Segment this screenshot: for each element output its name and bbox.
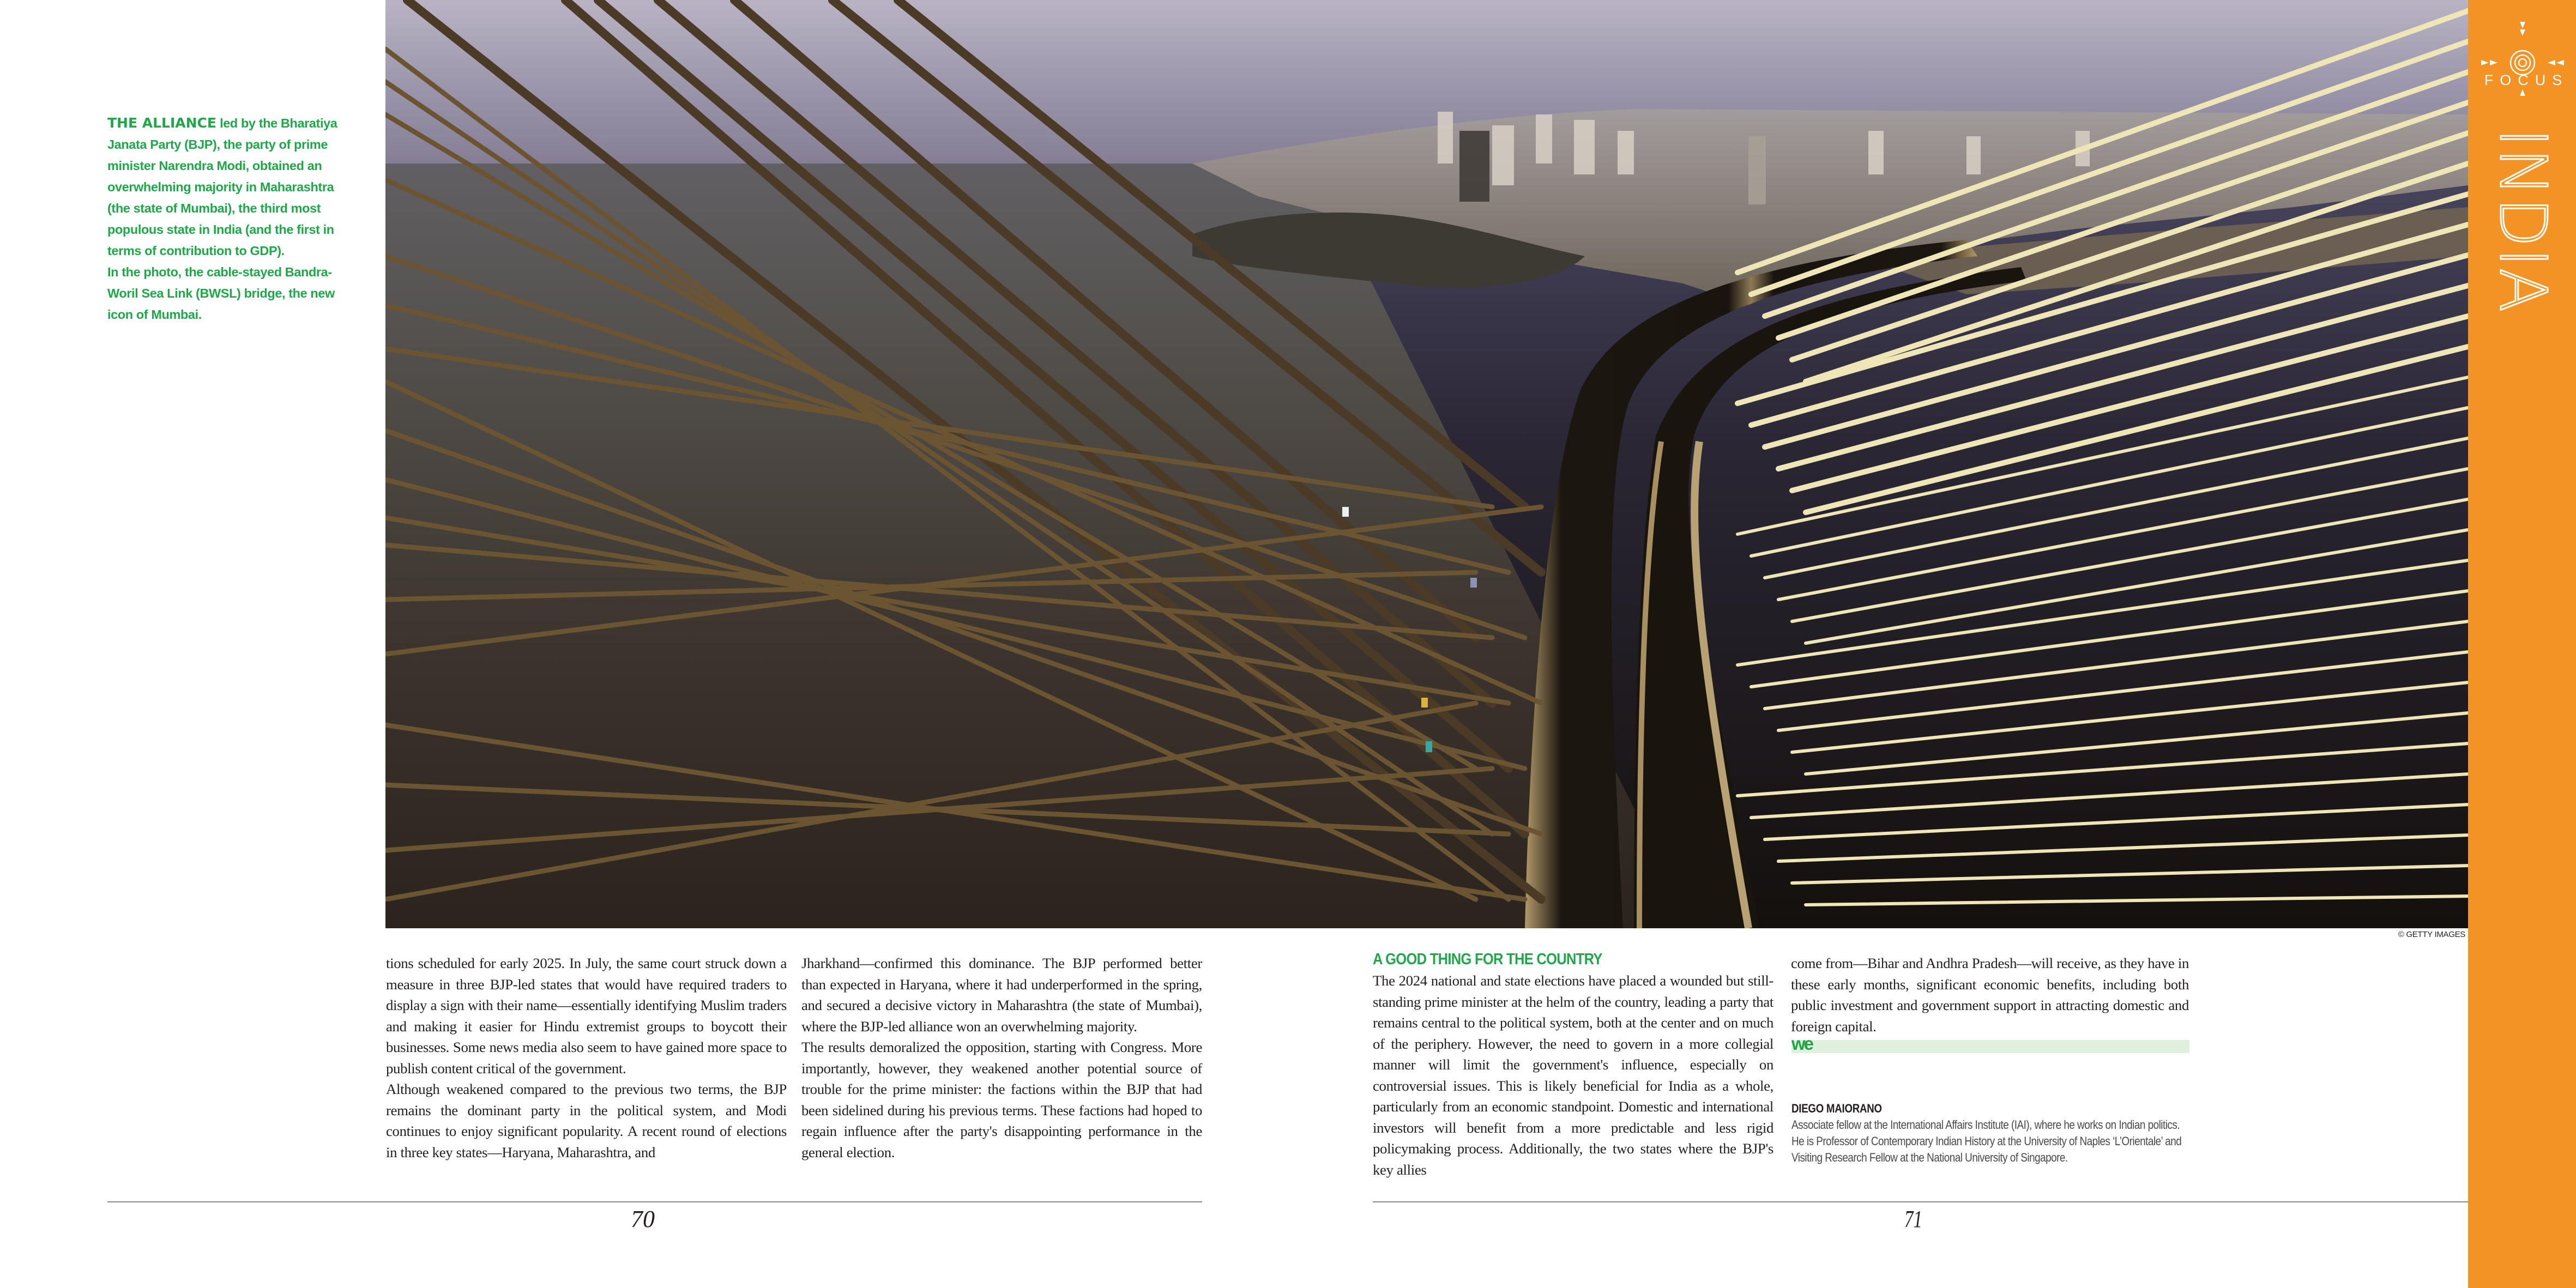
author-box bbox=[1791, 1100, 2184, 1166]
article-column-1 bbox=[386, 953, 787, 1163]
focus-label: FOCUS bbox=[2484, 72, 2569, 88]
paragraph: Jharkhand—confirmed this dominance. The BJP performed better than expected in Haryana, where it had underperformed in the spring, and secured a decisive victory in Maharashtra (the state of Mumbai), where the BJP-led alliance won an overwhelming majority. bbox=[801, 955, 1202, 1035]
focus-target-icon bbox=[2480, 21, 2565, 104]
section-sidebar bbox=[2468, 0, 2576, 1288]
footer-rule-left bbox=[107, 1201, 1202, 1202]
section-heading: A GOOD THING FOR THE COUNTRY bbox=[1373, 951, 1602, 968]
end-of-article-bar bbox=[1791, 1040, 2189, 1053]
article-column-3 bbox=[1373, 950, 1773, 1180]
paragraph: The results demoralized the opposition, starting with Congress. More importantly, however, they weakened another potential source of trouble for the prime minister: the factions within the BJP that had been sidelined during his previous terms. These factions had hoped to regain influence after the party's disappointing performance in the general election. bbox=[801, 1039, 1202, 1160]
bridge-photo bbox=[385, 0, 2468, 928]
caption-photo-note: In the photo, the cable-stayed Bandra-Woril Sea Link (BWSL) bridge, the new icon of Mumbai. bbox=[107, 265, 335, 322]
photo-credit: © GETTY IMAGES bbox=[2398, 930, 2465, 939]
caption-body bbox=[107, 112, 353, 262]
section-title-india: INDIA bbox=[2485, 128, 2561, 313]
bridge-photo-illustration bbox=[385, 0, 2468, 928]
article-column-2 bbox=[801, 953, 1202, 1163]
article-column-4 bbox=[1791, 953, 2189, 1037]
paragraph: come from—Bihar and Andhra Pradesh—will receive, as they have in these early months, significant economic benefits, including both public investment and government support in attracting domestic and foreign capital. bbox=[1791, 955, 2189, 1035]
page-number-right: 71 bbox=[1904, 1206, 1922, 1232]
photo-caption bbox=[107, 112, 353, 325]
footer-rule-right bbox=[1373, 1201, 2468, 1202]
caption-text: led by the Bharatiya Janata Party (BJP), the party of prime minister Narendra Modi, obtained an overwhelming majority in Maharashtra (the state of Mumbai), the third most populous state in India (and the first in terms of contribution to GDP). bbox=[107, 116, 337, 258]
author-bio: Associate fellow at the International Affairs Institute (IAI), where he works on Indian politics. He is Professor of Contemporary Indian History at the University of Naples ‘L’Orientale’ and Visiting Research Fellow at the National University of Singapore. bbox=[1791, 1118, 2182, 1164]
caption-lead: THE ALLIANCE bbox=[107, 115, 216, 131]
author-name: DIEGO MAIORANO bbox=[1791, 1102, 1882, 1115]
page-number-left: 70 bbox=[631, 1206, 655, 1232]
paragraph: The 2024 national and state elections have placed a wounded but still-standing prime minister at the helm of the country, leading a party that remains central to the political system, both at the center and on much of the periphery. However, the need to govern in a more collegial manner will limit the government's influence, especially on controversial issues. This is likely beneficial for India as a whole, particularly from an economic standpoint. Domestic and international investors will benefit from a more predictable and less rigid policymaking process. Additionally, the two states where the BJP's key allies bbox=[1373, 972, 1773, 1178]
paragraph: tions scheduled for early 2025. In July, the same court struck down a measure in three BJP-led states that would have required traders to display a sign with their name—essentially identifying Muslim traders and making it easier for Hindu extremist groups to boycott their businesses. Some news media also seem to have gained more space to publish content critical of the government. bbox=[386, 955, 787, 1077]
we-logo: we bbox=[1791, 1033, 1813, 1054]
paragraph: Although weakened compared to the previous two terms, the BJP remains the dominant party in the political system, and Modi continues to enjoy significant popularity. A recent round of elections in three key states—Haryana, Maharashtra, and bbox=[386, 1081, 787, 1160]
